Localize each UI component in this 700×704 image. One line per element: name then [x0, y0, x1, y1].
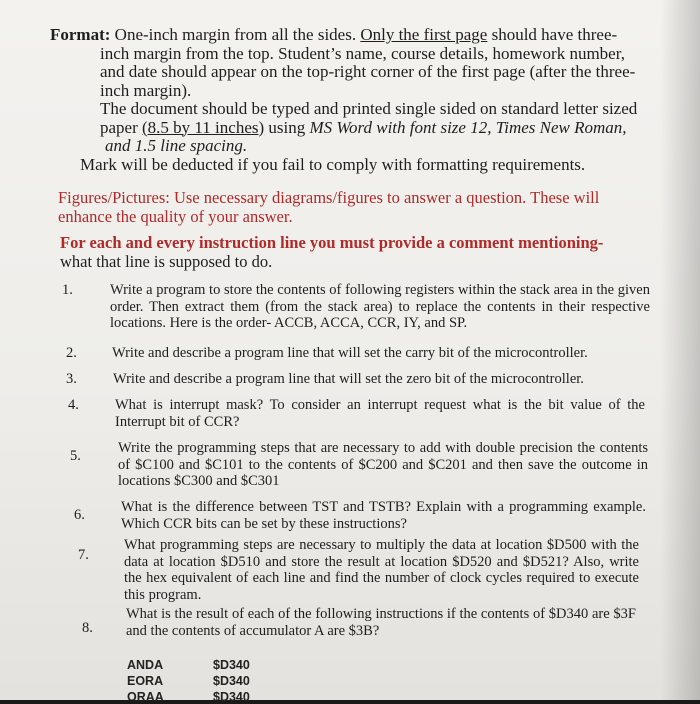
question-text: Write the programming steps that are necessary to add with double precision the contents of $C100 and $C101 to the contents of $C200 and $C201 and then save the outcome in locations $C300 and $C301 [118, 440, 648, 489]
format-line1: One-inch margin from all the sides. [110, 25, 361, 44]
instruction-op: EORA [127, 674, 164, 688]
format-line5: The document should be typed and printed single sided on standard letter sized [100, 99, 638, 118]
format-label: Format: [50, 25, 111, 44]
instruction-arg: $D340 [213, 674, 250, 688]
instruction-arg: $D340 [213, 658, 250, 672]
question-text: What is interrupt mask? To consider an interrupt request what is the bit value of the Interrupt bit of CCR? [115, 397, 645, 430]
question-text: Write and describe a program line that will set the carry bit of the microcontroller. [112, 345, 588, 361]
spacing-spec: and 1.5 line spacing. [105, 136, 248, 155]
question-number: 3. [66, 371, 77, 387]
format-section [50, 26, 670, 174]
deduct-note: Mark will be deducted if you fail to comply with formatting requirements. [80, 154, 586, 174]
paper-size: (8.5 by 11 inches) [142, 117, 265, 137]
instruction-note-line1: For each and every instruction line you must provide a comment mentioning- [60, 233, 604, 252]
question-number: 2. [66, 345, 77, 361]
paper-word: paper [100, 117, 143, 137]
first-page-phrase: Only the first page [360, 25, 488, 44]
instruction-row-eora [127, 674, 250, 688]
question-number: 6. [74, 507, 85, 523]
question-number: 1. [62, 282, 73, 298]
question-number: 4. [68, 397, 79, 413]
question-number: 5. [70, 448, 81, 464]
instruction-note-line2: what that line is supposed to do. [60, 251, 273, 271]
format-line3: and date should appear on the top-right corner of the first page (after the three- [100, 62, 636, 81]
ms-word-spec: MS Word with font size 12, Times New Roman, [309, 117, 627, 137]
question-text: What is the difference between TST and TSTB? Explain with a programming example. Which CCR bits can be set by these instructions? [121, 499, 646, 532]
question-number: 7. [78, 547, 89, 563]
instruction-op: ORAA [127, 690, 164, 704]
instruction-comment-note [60, 234, 660, 271]
question-text: Write and describe a program line that will set the zero bit of the microcontroller. [113, 371, 584, 387]
question-text: What programming steps are necessary to multiply the data at location $D500 with the data at location $D510 and store the result at location $D520 and $D521? Also, write the hex equivalent of each line and find the number of clock cycles required to execute this program. [124, 537, 639, 603]
question-number: 8. [82, 620, 93, 636]
format-line2: inch margin from the top. Student’s name, course details, homework number, [100, 43, 625, 63]
format-line4: inch margin). [100, 80, 192, 100]
using-word: using [264, 117, 310, 137]
instruction-row-oraa [127, 690, 250, 704]
instruction-row-anda [127, 658, 250, 672]
instruction-op: ANDA [127, 658, 164, 672]
figures-line1: Figures/Pictures: Use necessary diagrams/figures to answer a question. These will [58, 188, 600, 207]
instruction-arg: $D340 [213, 690, 250, 704]
figures-note [58, 189, 663, 226]
question-text: Write a program to store the contents of following registers within the stack area in the given order. Then extract them (from the stack area) to replace the contents in their respective locations. Here is the order- ACCB, ACCA, CCR, IY, and SP. [110, 282, 650, 331]
question-text: What is the result of each of the following instructions if the contents of $D340 are $3F and the contents of accumulator A are $3B? [126, 606, 636, 639]
figures-line2: enhance the quality of your answer. [58, 206, 293, 226]
format-line1-end: should have three- [487, 25, 618, 44]
